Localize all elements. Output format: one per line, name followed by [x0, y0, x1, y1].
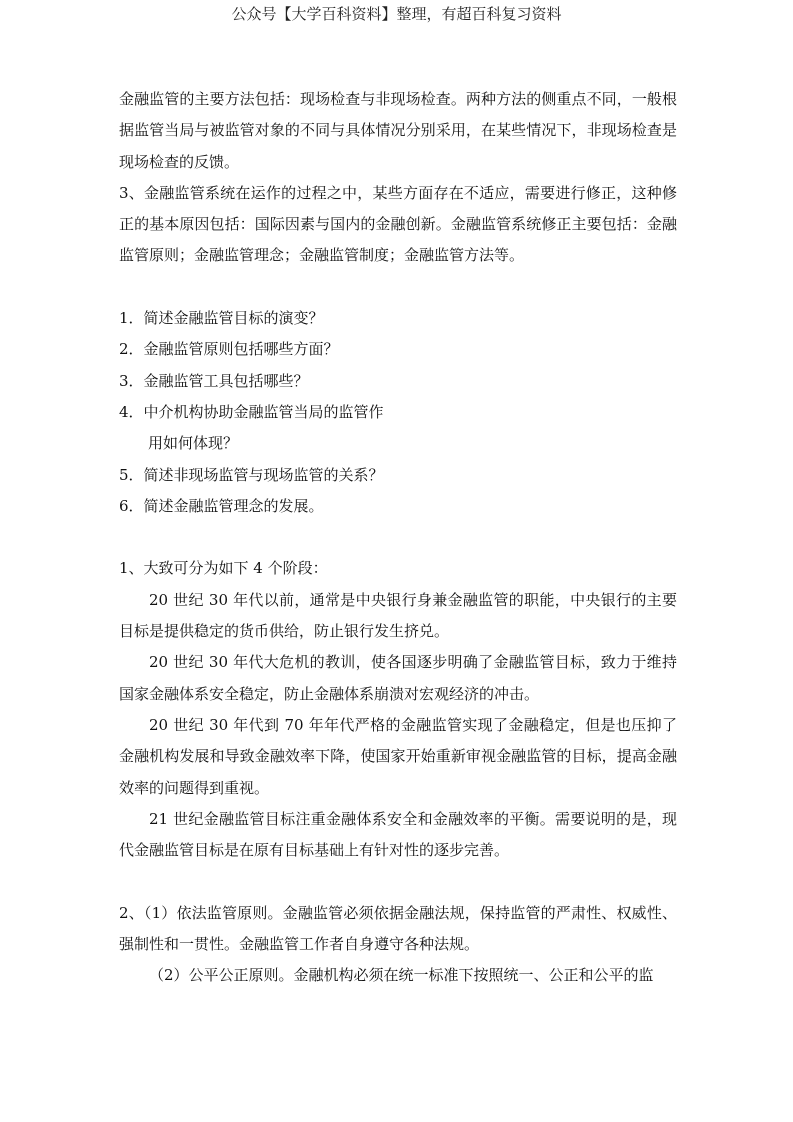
document-body [119, 84, 677, 992]
page-header: 公众号【大学百科资料】整理，有超百科复习资料 [231, 5, 562, 23]
intro-correction-paragraph: 3、金融监管系统在运作的过程之中，某些方面存在不适应，需要进行修正，这种修正的基本原因包括：国际因素与国内的金融创新。金融监管系统修正主要包括：金融监管原则；金融监管理念；金融监管制度；金融监管方法等。 [119, 183, 677, 265]
question-item: 5．简述非现场监管与现场监管的关系？ [119, 465, 384, 484]
question-item: 1．简述金融监管目标的演变？ [119, 309, 324, 328]
answer-2-principle-1: 2、（1）依法监管原则。金融监管必须依据金融法规，保持监管的严肃性、权威性、强制性和一贯性。金融监管工作者自身遵守各种法规。 [119, 903, 677, 954]
question-item: 3．金融监管工具包括哪些？ [119, 371, 309, 390]
answer-2-section [119, 898, 677, 992]
question-item-continuation: 用如何体现？ [148, 434, 239, 453]
spacer [119, 866, 677, 897]
answer-1-stage-4: 21 世纪金融监管目标注重金融体系安全和金融效率的平衡。需要说明的是，现代金融监管目标是在原有目标基础上有针对性的逐步完善。 [119, 809, 677, 860]
answer-1-stage-2: 20 世纪 30 年代大危机的教训，使各国逐步明确了金融监管目标，致力于维持国家金融体系安全稳定，防止金融体系崩溃对宏观经济的冲击。 [119, 653, 677, 703]
spacer [119, 522, 677, 553]
answer-1-stage-3: 20 世纪 30 年代到 70 年年代严格的金融监管实现了金融稳定，但是也压抑了金融机构发展和导致金融效率下降，使国家开始重新审视金融监管的目标，提高金融效率的问题得到重视。 [119, 715, 677, 797]
question-item: 4．中介机构协助金融监管当局的监管作 [119, 402, 384, 421]
answer-1-lead: 1、大致可分为如下 4 个阶段： [119, 559, 328, 578]
question-item: 2．金融监管原则包括哪些方面？ [119, 340, 339, 359]
answer-2-principle-2: （2）公平公正原则。金融机构必须在统一标准下按照统一、公正和公平的监 [149, 966, 654, 985]
intro-methods-paragraph: 金融监管的主要方法包括：现场检查与非现场检查。两种方法的侧重点不同，一般根据监管当局与被监管对象的不同与具体情况分别采用，在某些情况下，非现场检查是现场检查的反馈。 [119, 90, 677, 171]
answer-1-section [119, 553, 677, 866]
question-list [119, 303, 677, 522]
spacer [119, 272, 677, 303]
answer-1-stage-1: 20 世纪 30 年代以前，通常是中央银行身兼金融监管的职能，中央银行的主要目标是提供稳定的货币供给，防止银行发生挤兑。 [119, 590, 677, 641]
question-item: 6．简述金融监管理念的发展。 [119, 496, 324, 515]
